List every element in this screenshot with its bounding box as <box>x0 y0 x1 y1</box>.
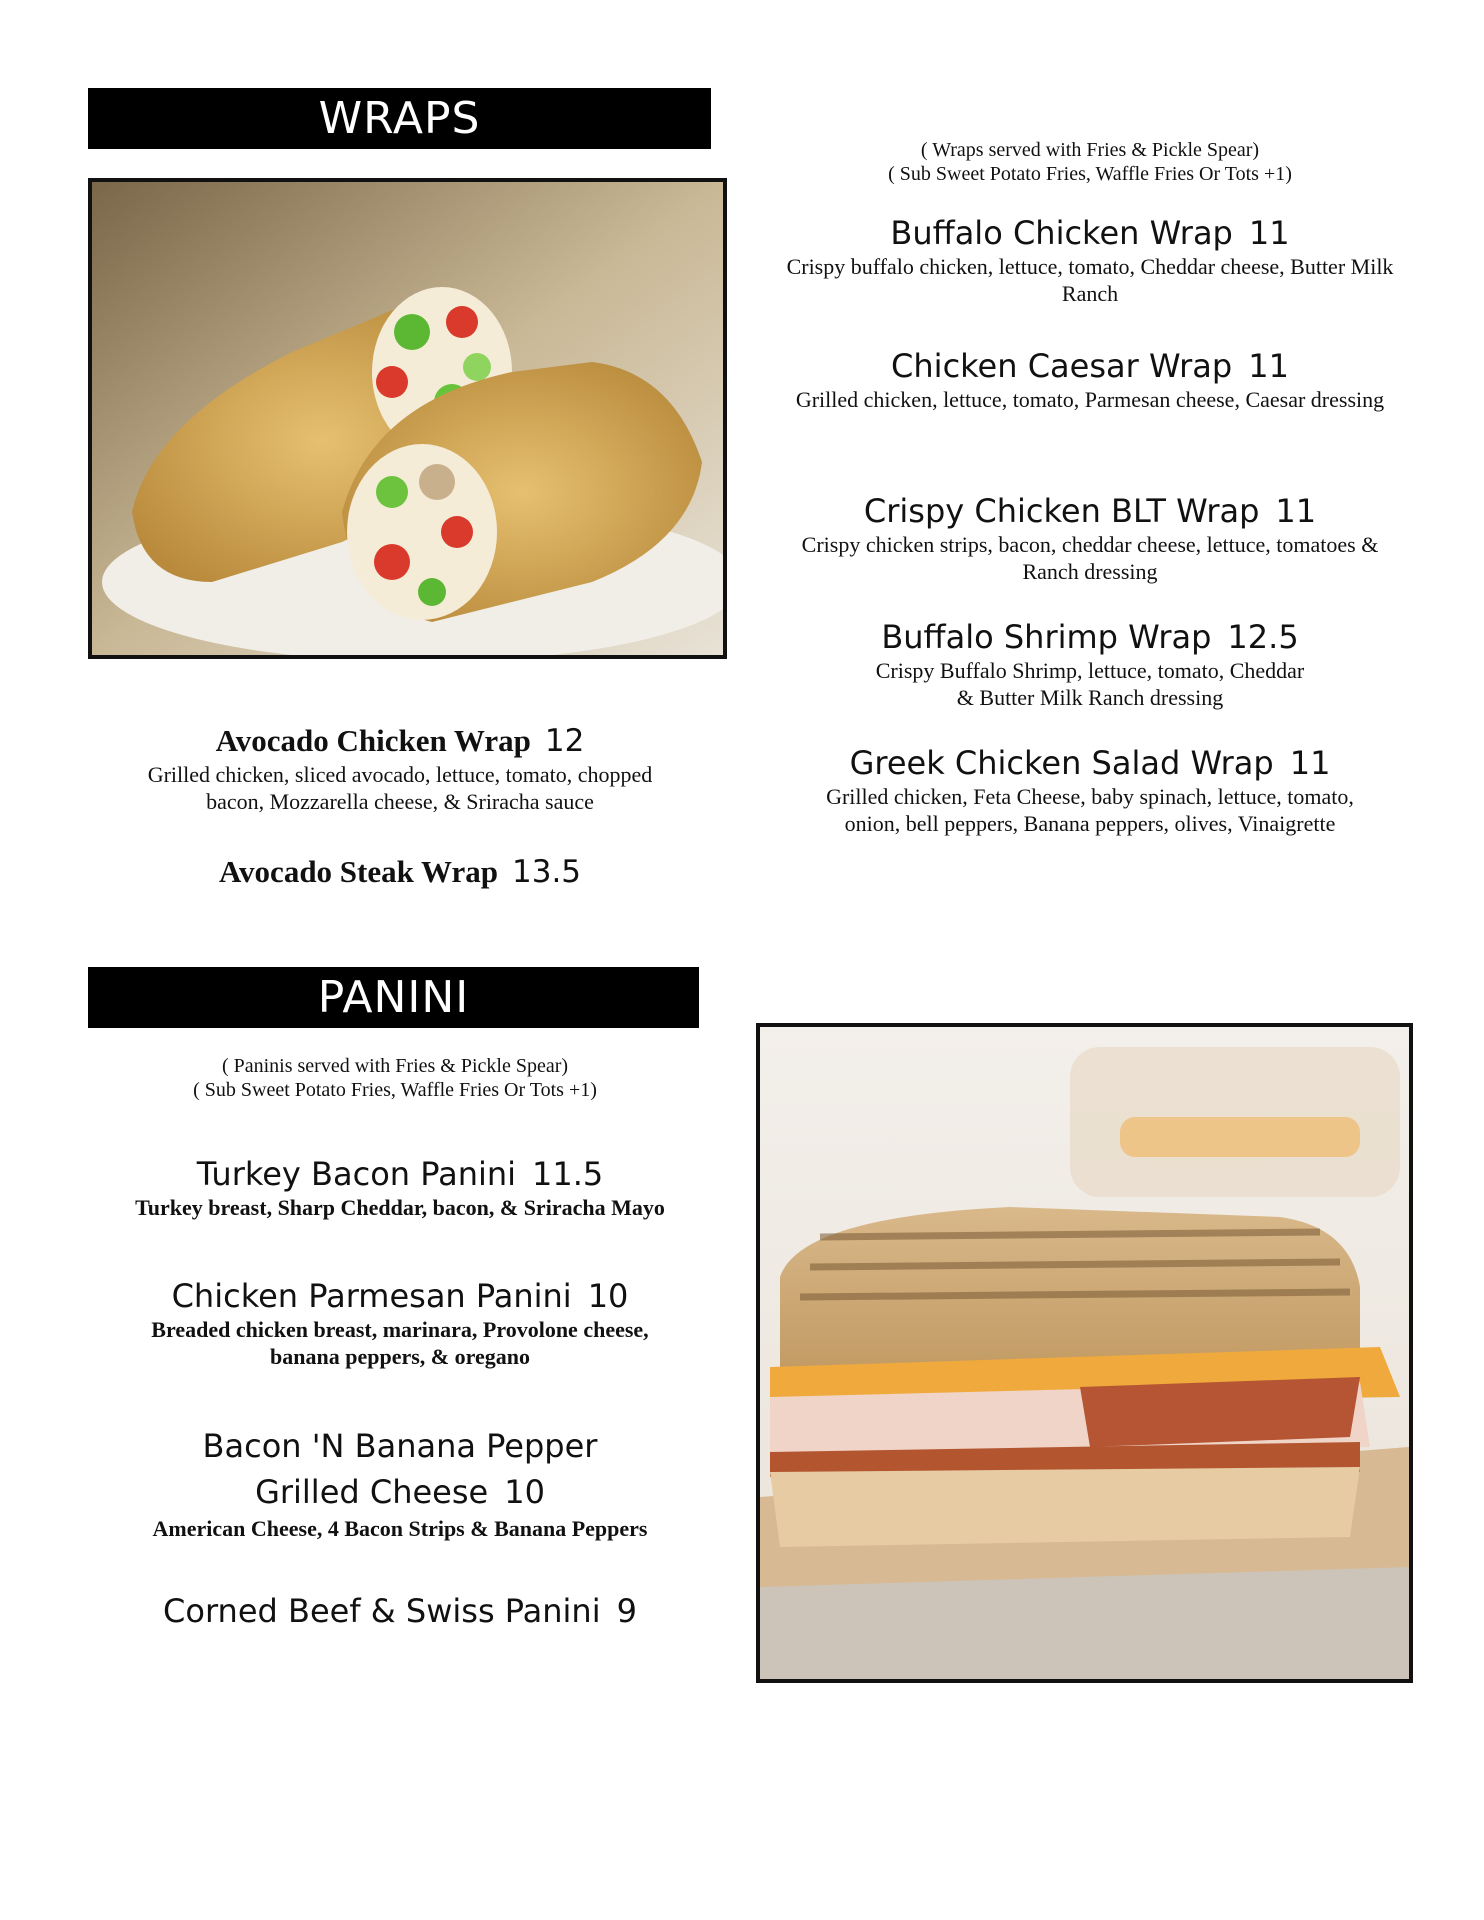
item-name: Chicken Caesar Wrap <box>891 347 1233 385</box>
panini-heading-banner <box>88 967 699 1028</box>
item-name: Chicken Parmesan Panini <box>171 1277 572 1315</box>
item-price: 12.5 <box>1227 618 1299 656</box>
item-price: 10 <box>587 1277 629 1315</box>
item-title <box>770 491 1410 531</box>
panini-note-line2: ( Sub Sweet Potato Fries, Waffle Fries Or Tots +1) <box>193 1079 597 1101</box>
item-price: 12 <box>544 723 585 759</box>
item-price: 10 <box>504 1473 545 1511</box>
item-price: 13.5 <box>512 854 582 890</box>
menu-item-buffalo-shrimp-wrap <box>770 617 1410 711</box>
item-title <box>770 617 1410 657</box>
item-name: Buffalo Shrimp Wrap <box>881 618 1212 656</box>
item-name: Greek Chicken Salad Wrap <box>849 744 1274 782</box>
item-title <box>770 213 1410 253</box>
item-price: 11 <box>1248 347 1289 385</box>
item-title <box>80 1591 720 1631</box>
wrap-photo <box>88 178 727 659</box>
item-name: Crispy Chicken BLT Wrap <box>863 492 1260 530</box>
wraps-note-line1: ( Wraps served with Fries & Pickle Spear) <box>920 139 1260 161</box>
panini-note <box>40 1054 750 1102</box>
item-description-line2: bacon, Mozzarella cheese, & Sriracha sauce <box>206 789 594 814</box>
menu-item-greek-chicken-salad-wrap <box>770 743 1410 837</box>
wrap-illustration <box>92 182 723 655</box>
item-name: Buffalo Chicken Wrap <box>890 214 1233 252</box>
wraps-heading-banner <box>88 88 711 149</box>
item-title-line1: Bacon 'N Banana Pepper <box>202 1427 598 1465</box>
item-description-line2: onion, bell peppers, Banana peppers, olives, Vinaigrette <box>844 811 1336 836</box>
item-description: Crispy buffalo chicken, lettuce, tomato, Cheddar cheese, Butter Milk Ranch <box>786 254 1394 306</box>
item-description: American Cheese, 4 Bacon Strips & Banana Peppers <box>152 1516 648 1541</box>
menu-item-chicken-caesar-wrap <box>790 346 1390 413</box>
item-price: 11 <box>1289 744 1331 782</box>
item-description-line2: banana peppers, & oregano <box>270 1344 530 1369</box>
item-description: Crispy chicken strips, bacon, cheddar cheese, lettuce, tomatoes & Ranch dressing <box>801 532 1379 584</box>
wraps-note <box>740 138 1440 186</box>
item-description: Grilled chicken, lettuce, tomato, Parmesan cheese, Caesar dressing <box>795 387 1385 412</box>
item-price: 11.5 <box>532 1155 604 1193</box>
panini-photo <box>756 1023 1413 1683</box>
item-name: Turkey Bacon Panini <box>196 1155 517 1193</box>
item-price: 9 <box>616 1592 637 1630</box>
item-price: 11 <box>1275 492 1317 530</box>
menu-item-corned-beef-swiss-panini <box>80 1591 720 1631</box>
item-title <box>80 1276 720 1316</box>
item-name: Corned Beef & Swiss Panini <box>163 1592 601 1630</box>
wraps-note-line2: ( Sub Sweet Potato Fries, Waffle Fries Or Tots +1) <box>888 163 1292 185</box>
item-description-line1: Crispy Buffalo Shrimp, lettuce, tomato, Cheddar <box>875 658 1305 683</box>
item-title-line2 <box>80 1469 720 1515</box>
item-description-line1: Grilled chicken, Feta Cheese, baby spinach, lettuce, tomato, <box>826 784 1354 809</box>
item-title <box>770 743 1410 783</box>
menu-item-bacon-banana-pepper-grilled-cheese <box>80 1423 720 1542</box>
item-description-line1: Grilled chicken, sliced avocado, lettuce, tomato, chopped <box>147 762 653 787</box>
wraps-heading: WRAPS <box>318 93 481 144</box>
item-title <box>790 346 1390 386</box>
item-title <box>80 1154 720 1194</box>
item-title <box>80 721 720 761</box>
item-description: Turkey breast, Sharp Cheddar, bacon, & Sriracha Mayo <box>135 1195 665 1220</box>
item-title <box>80 852 720 892</box>
item-name: Avocado Chicken Wrap <box>215 723 531 758</box>
panini-note-line1: ( Paninis served with Fries & Pickle Spear) <box>221 1055 569 1077</box>
item-name: Avocado Steak Wrap <box>218 854 498 889</box>
item-name: Grilled Cheese <box>255 1473 489 1511</box>
panini-illustration <box>760 1027 1409 1679</box>
panini-heading: PANINI <box>317 972 470 1023</box>
menu-item-crispy-chicken-blt-wrap <box>770 491 1410 585</box>
menu-item-chicken-parmesan-panini <box>80 1276 720 1370</box>
menu-item-turkey-bacon-panini <box>80 1154 720 1221</box>
item-price: 11 <box>1248 214 1290 252</box>
item-description-line2: & Butter Milk Ranch dressing <box>956 685 1224 710</box>
menu-item-avocado-steak-wrap <box>80 852 720 892</box>
menu-item-buffalo-chicken-wrap <box>770 213 1410 307</box>
item-description-line1: Breaded chicken breast, marinara, Provolone cheese, <box>151 1317 649 1342</box>
menu-item-avocado-chicken-wrap <box>80 721 720 815</box>
